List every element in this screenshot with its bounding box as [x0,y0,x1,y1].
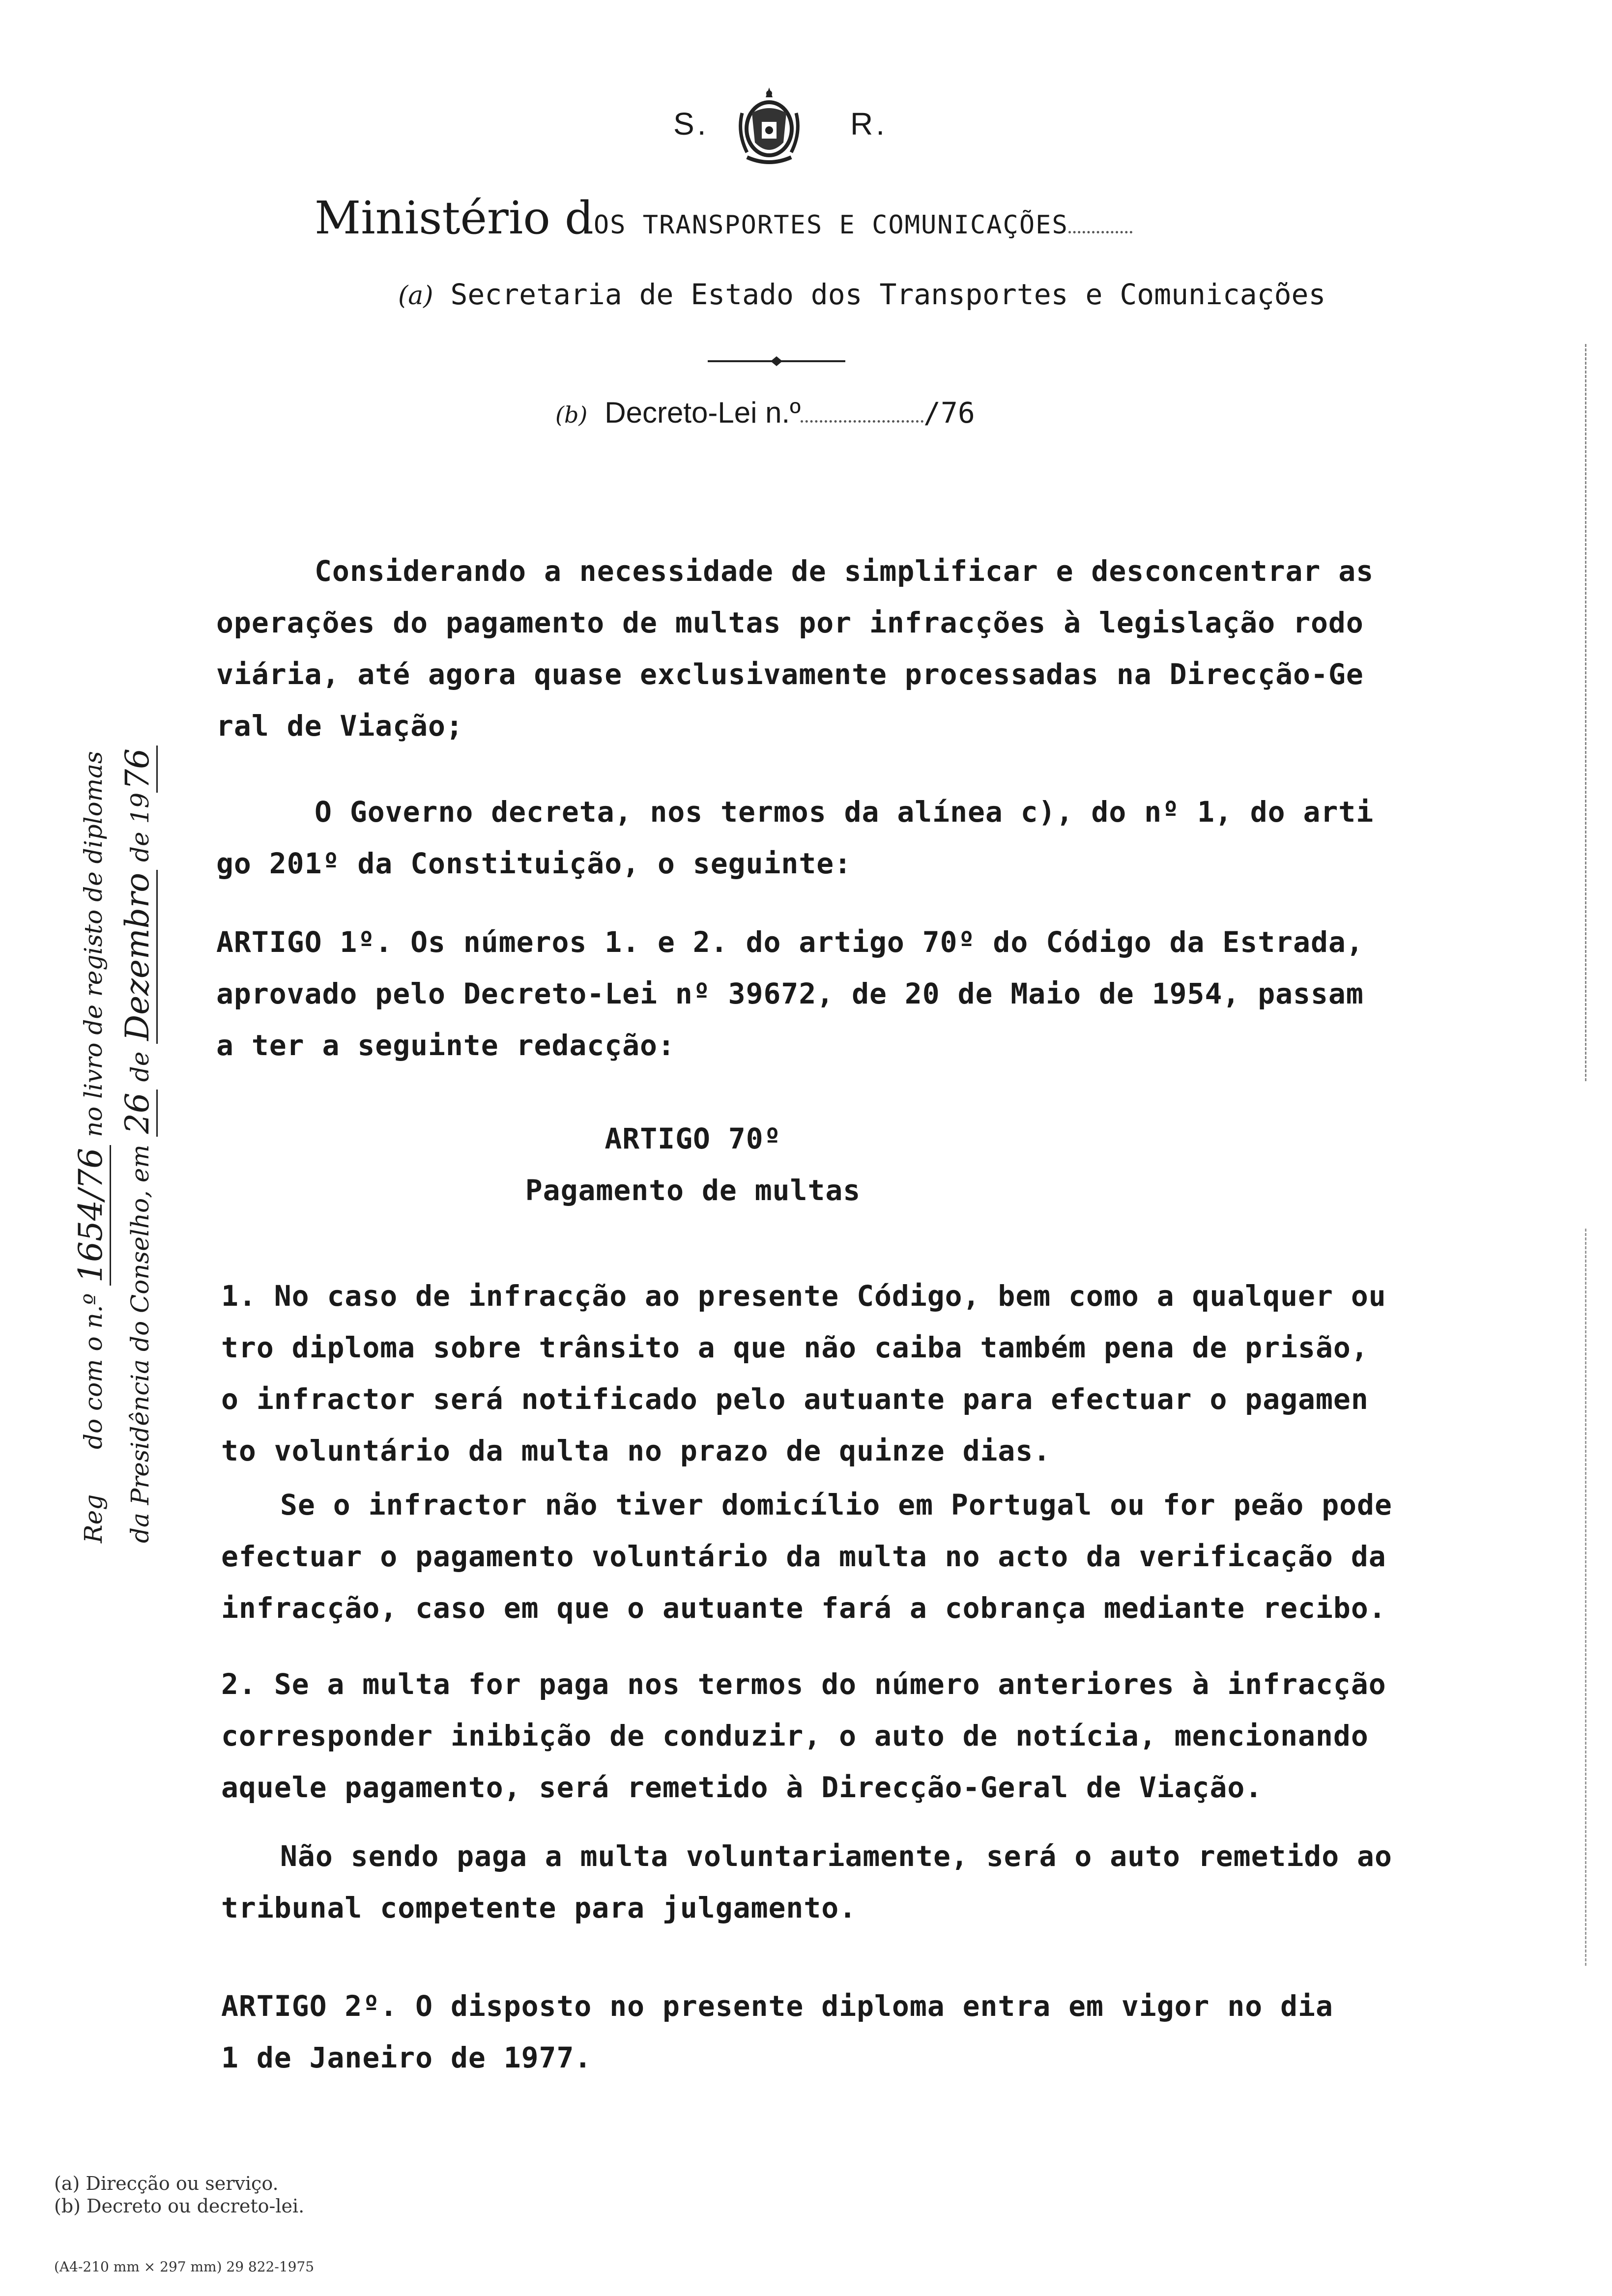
margin-text: de 19 [126,792,154,862]
text-line: ARTIGO 2º. O disposto no presente diploma entra em vigor no dia [221,1989,1333,2023]
footnote-a: (a) Direcção ou serviço. [54,2173,279,2194]
text-line: to voluntário da multa no prazo de quinze dias. [221,1434,1051,1467]
item2b-paragraph [221,1831,1392,1934]
artigo70-title: ARTIGO 70º [604,1122,781,1155]
margin-note-line-1 [69,688,115,1543]
text-line: a ter a seguinte redacção: [216,1029,675,1062]
item2-paragraph [221,1659,1386,1813]
item1b-paragraph [221,1479,1392,1634]
text-line: ARTIGO 1º. Os números 1. e 2. do artigo 70º do Código da Estrada, [216,925,1364,959]
text-line: o infractor será notificado pelo autuante para efectuar o pagamen [221,1382,1369,1416]
scan-edge-mark [1585,344,1590,1081]
margin-text: de [126,1051,154,1082]
text-line: 1. No caso de infracção ao presente Código, bem como a qualquer ou [221,1279,1386,1313]
text-line: Se o infractor não tiver domicílio em Portugal ou for peão pode [280,1488,1392,1521]
ministry-name: OS TRANSPORTES E COMUNICAÇÕES [593,210,1068,240]
print-reference: (A4-210 mm × 297 mm) 29 822-1975 [54,2259,315,2275]
scan-edge-mark [1585,1229,1590,1966]
ministry-dotted-leader [1068,231,1132,233]
handwritten-register-number: 1654/76 [72,1145,111,1286]
secretaria-line [398,278,1325,311]
artigo1-paragraph [216,917,1364,1071]
decreto-line [555,396,975,430]
margin-text: da Presidência do Conselho, em [126,1145,154,1543]
text-line: Considerando a necessidade de simplificar e desconcentrar as [315,554,1374,588]
artigo70-subtitle: Pagamento de multas [525,1174,861,1207]
handwritten-day: 26 [118,1090,158,1137]
decreto-label: (b) [555,402,588,428]
margin-text: Reg [79,1494,108,1543]
text-line: tro diploma sobre trânsito a que não caiba também pena de prisão, [221,1331,1369,1364]
text-line: tribunal competente para julgamento. [221,1891,857,1924]
header-right-letter: R. [850,106,888,142]
text-line: ral de Viação; [216,709,463,743]
ministry-prefix: Ministério d [315,192,594,244]
header-left-letter: S. [673,106,709,142]
coat-of-arms-icon [732,84,806,167]
text-line: viária, até agora quase exclusivamente processadas na Direcção-Ge [216,658,1364,691]
margin-text: do com o n.º [79,1293,108,1449]
registration-margin-note [69,688,162,1543]
decreto-number: /76 [923,396,975,430]
decreto-number-leader [801,420,923,423]
footnote-b: (b) Decreto ou decreto-lei. [54,2195,305,2217]
margin-note-line-2 [115,688,162,1543]
text-line: go 201º da Constituição, o seguinte: [216,847,852,880]
ministry-title [315,192,1132,244]
text-line: efectuar o pagamento voluntário da multa no acto da verificação da [221,1540,1386,1573]
margin-text: no livro de registo de diplomas [79,751,108,1137]
text-line: operações do pagamento de multas por infracções à legislação rodo [216,606,1364,639]
handwritten-month: Dezembro [118,870,158,1044]
text-line: 1 de Janeiro de 1977. [221,2041,592,2074]
artigo70-heading [491,1113,894,1216]
decree-paragraph [216,786,1374,890]
handwritten-year: 76 [118,746,158,793]
preamble-paragraph [216,545,1374,752]
text-line: 2. Se a multa for paga nos termos do número anteriores à infracção [221,1667,1386,1701]
decreto-text: Decreto-Lei n.º [604,396,801,429]
artigo2-paragraph [221,1980,1333,2084]
text-line: aprovado pelo Decreto-Lei nº 39672, de 20 de Maio de 1954, passam [216,977,1364,1010]
text-line: aquele pagamento, será remetido à Direcção-Geral de Viação. [221,1771,1263,1804]
text-line: O Governo decreta, nos termos da alínea c), do nº 1, do arti [315,795,1374,829]
secretaria-label: (a) [398,281,433,311]
text-line: Não sendo paga a multa voluntariamente, será o auto remetido ao [280,1839,1392,1873]
text-line: infracção, caso em que o autuante fará a cobrança mediante recibo. [221,1591,1386,1625]
text-line: corresponder inibição de conduzir, o auto de notícia, mencionando [221,1719,1369,1752]
header-divider [708,356,845,366]
secretaria-text: Secretaria de Estado dos Transportes e Comunicações [450,278,1326,311]
item1-paragraph [221,1270,1386,1477]
